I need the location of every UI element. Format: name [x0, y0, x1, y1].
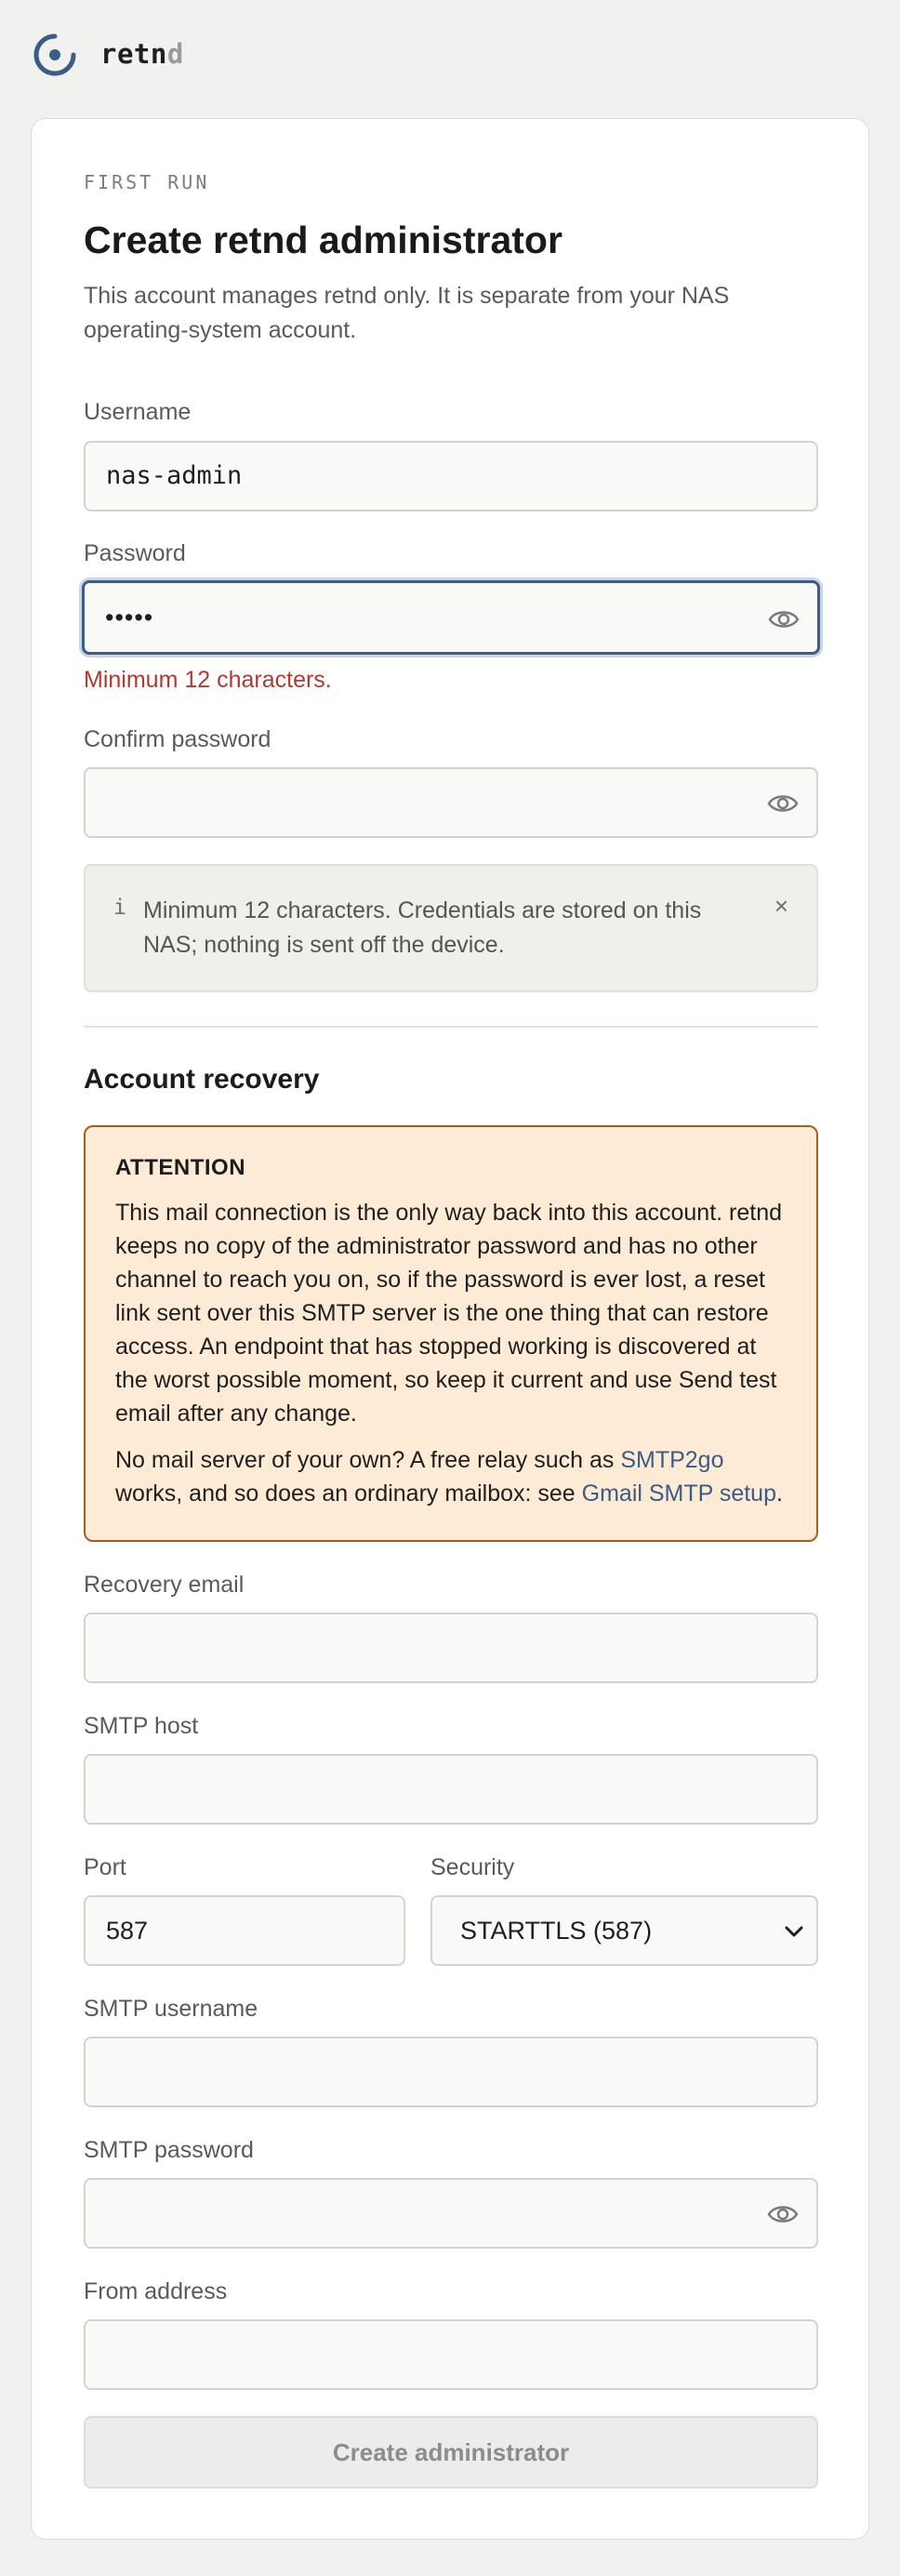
relay-prefix: No mail server of your own? A free relay such as [115, 1447, 621, 1473]
recovery-email-field[interactable] [84, 1613, 818, 1683]
setup-card [31, 118, 869, 2540]
page-subtitle: This account manages retnd only. It is separate from your NAS operating-system account. [84, 283, 730, 343]
show-password-icon[interactable] [767, 604, 801, 635]
from-address-field[interactable] [84, 2319, 818, 2390]
create-administrator-button[interactable]: Create administrator [84, 2416, 818, 2489]
smtp-host-label: SMTP host [84, 1713, 199, 1739]
brand-name [100, 35, 184, 73]
security-label: Security [430, 1854, 515, 1880]
confirm-password-label: Confirm password [84, 726, 271, 752]
security-value: STARTTLS (587) [460, 1917, 653, 1945]
port-field[interactable] [84, 1895, 405, 1966]
smtp-host-field[interactable] [84, 1754, 818, 1825]
logo-icon [32, 32, 78, 78]
relay-note [115, 1443, 794, 1510]
password-field[interactable] [82, 580, 820, 655]
smtp-username-label: SMTP username [84, 1996, 258, 2022]
smtp-password-label: SMTP password [84, 2137, 254, 2163]
port-label: Port [84, 1854, 126, 1880]
confirm-password-field[interactable] [84, 767, 818, 838]
password-info-box [84, 864, 818, 992]
info-text: Minimum 12 characters. Credentials are stored on this NAS; nothing is sent off the device. [143, 897, 702, 958]
brand-name-dim: d [166, 38, 184, 70]
username-field[interactable] [84, 441, 818, 511]
security-select[interactable] [430, 1895, 818, 1966]
close-icon[interactable]: × [774, 892, 788, 920]
account-recovery-title: Account recovery [84, 1064, 320, 1095]
username-value: nas-admin [106, 461, 243, 490]
attention-body: This mail connection is the only way back into this account. retnd keeps no copy of the administrator password and has no other channel to reach you on, so if the password is ever lost, a reset link sent over this SMTP server is the one thing that can restore access. An endpoint that has stopped working is discovered at the worst possible moment, so keep it current and use Send test email after any change. [115, 1200, 783, 1427]
port-value: 587 [106, 1917, 149, 1945]
username-label: Username [84, 399, 192, 425]
password-label: Password [84, 540, 186, 566]
password-error: Minimum 12 characters. [84, 667, 332, 693]
from-address-label: From address [84, 2278, 228, 2304]
show-confirm-password-icon[interactable] [766, 788, 800, 819]
recovery-email-label: Recovery email [84, 1572, 245, 1598]
attention-box [84, 1125, 818, 1542]
eyebrow: FIRST RUN [84, 171, 210, 193]
relay-middle: works, and so does an ordinary mailbox: see [115, 1481, 582, 1507]
brand-name-main: retn [100, 38, 167, 70]
page-title: Create retnd administrator [84, 219, 562, 261]
smtp-password-field[interactable] [84, 2178, 818, 2249]
chevron-down-icon [783, 1922, 805, 1941]
smtp2go-link[interactable]: SMTP2go [620, 1447, 724, 1473]
section-divider [84, 1026, 818, 1028]
gmail-smtp-setup-link[interactable]: Gmail SMTP setup [581, 1481, 776, 1507]
password-value: ••••• [105, 604, 154, 631]
top-bar [0, 0, 900, 108]
smtp-username-field[interactable] [84, 2037, 818, 2107]
attention-heading: ATTENTION [115, 1155, 246, 1180]
relay-suffix: . [775, 1481, 783, 1507]
info-icon: i [113, 896, 126, 920]
show-smtp-password-icon[interactable] [766, 2198, 800, 2230]
